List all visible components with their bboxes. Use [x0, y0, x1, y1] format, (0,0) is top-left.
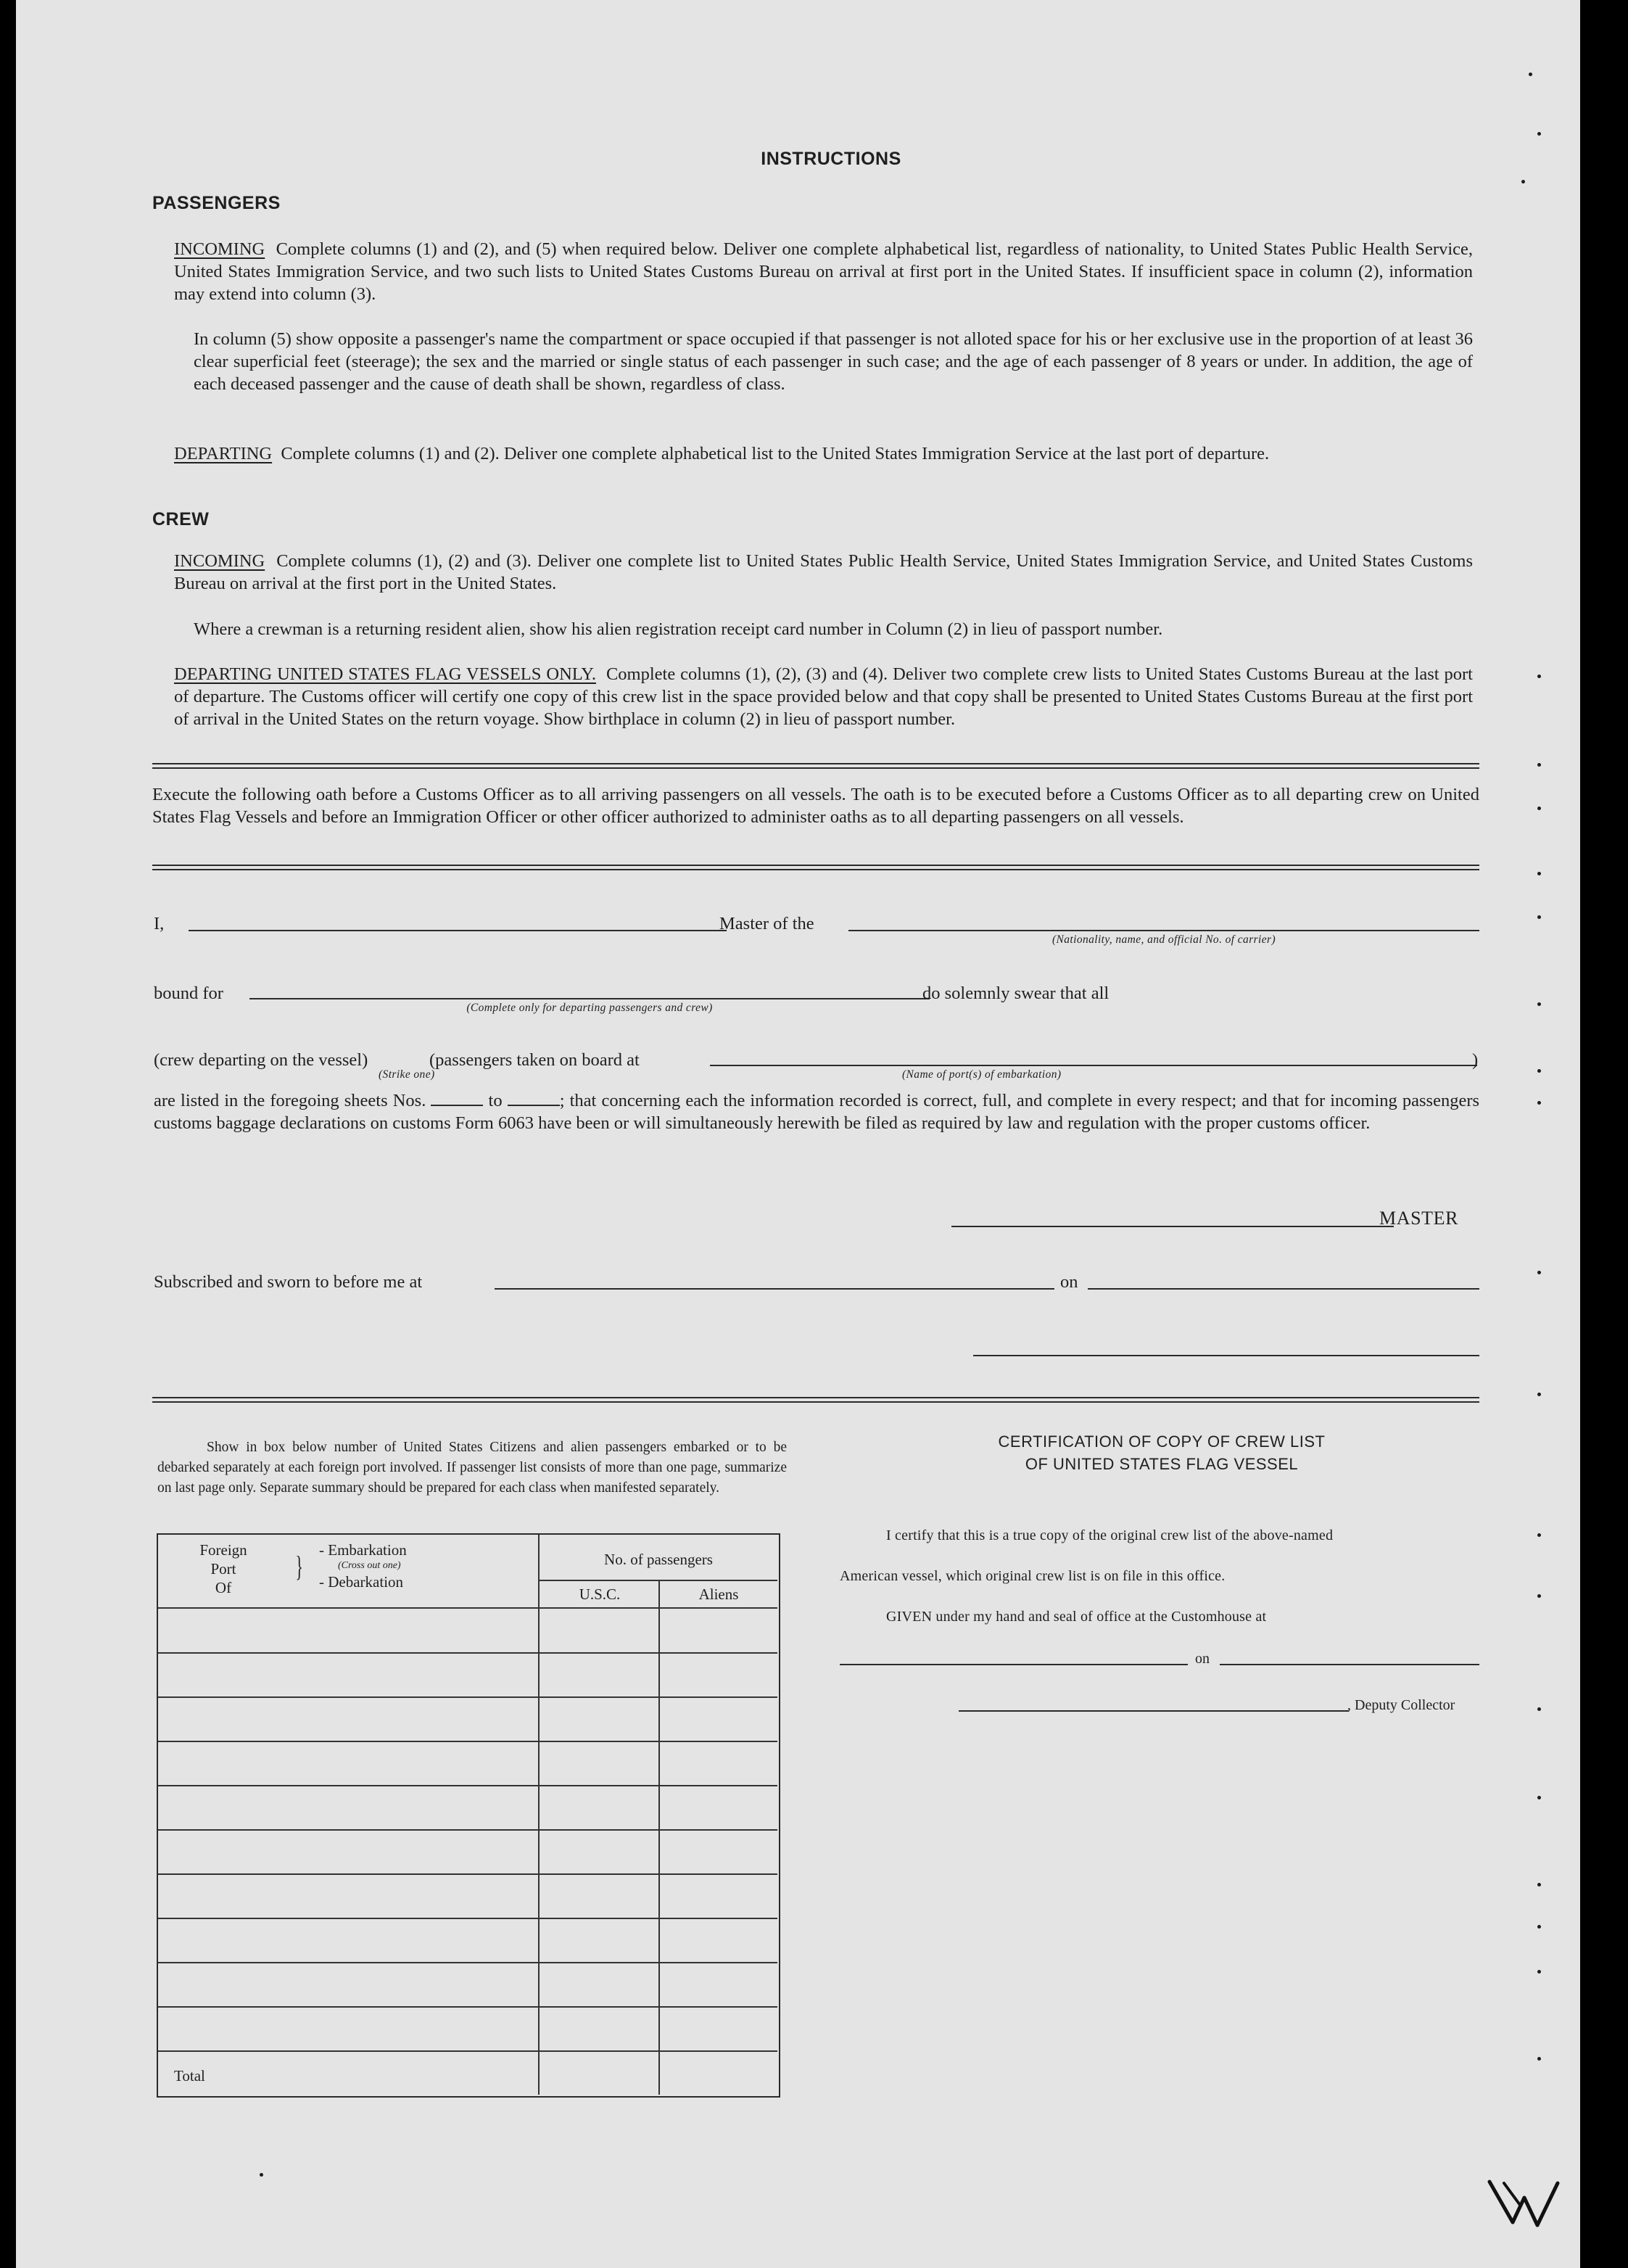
- table-row-line: [158, 1962, 777, 1963]
- crew-departing-paragraph: [174, 663, 1473, 730]
- scan-speck: [1521, 180, 1525, 183]
- column5-note: In column (5) show opposite a passenger's name the compartment or space occupied if that passenger is not alloted space for his or her exclusive use in the proportion of at least 36 clear superficial feet (steerage); the sex and the married or single status of each passenger in such case; and the age of each passenger of 8 years or under. In addition, the age of each deceased passenger and the cause of death shall be shown, regardless of class.: [194, 329, 1473, 394]
- table-row-line: [158, 1696, 777, 1698]
- certify-line2: American vessel, which original crew list is on file in this office.: [840, 1568, 1226, 1584]
- table-row-line: [158, 1785, 777, 1786]
- close-paren: ): [1472, 1050, 1479, 1070]
- passengers-incoming-text: Complete columns (1) and (2), and (5) when required below. Deliver one complete alphabetical list, regardless of nationality, to United States Public Health Service, United States Immigration Service, and two such lists to United States Customs Bureau on arrival at first port in the United States. If insufficient space in column (2), information may extend into column (3).: [174, 239, 1474, 304]
- certify-line1: I certify that this is a true copy of the original crew list of the above-named: [886, 1527, 1334, 1543]
- strike-one-hint: (Strike one): [379, 1068, 435, 1081]
- scan-speck: [1537, 1594, 1541, 1598]
- sworn-date-field[interactable]: [1088, 1288, 1479, 1290]
- scan-speck: [1537, 1796, 1541, 1799]
- passengers-incoming-label: INCOMING: [174, 239, 265, 259]
- subscribed-label: Subscribed and sworn to before me at: [154, 1272, 423, 1292]
- summary-instructions: Show in box below number of United States Citizens and alien passengers embarked or to be debarked separately at each foreign port involved. If passenger list consists of more than one page, summarize on last page only. Separate summary should be prepared for each class when manifested separately.: [157, 1440, 787, 1496]
- form-page: [16, 0, 1580, 2268]
- deputy-collector-signature-field[interactable]: [959, 1710, 1349, 1712]
- crew-incoming-text: Complete columns (1), (2) and (3). Deliver one complete list to United States Public Health Service, United States Immigration Service, and United States Customs Bureau on arrival at the first port in the United States.: [174, 551, 1473, 593]
- passengers-taken-option: (passengers taken on board at: [429, 1050, 640, 1070]
- given-line: GIVEN under my hand and seal of office at the Customhouse at: [886, 1609, 1267, 1625]
- resident-alien-note: Where a crewman is a returning resident alien, show his alien registration receipt card number in Column (2) in lieu of passport number.: [194, 619, 1163, 639]
- master-name-field[interactable]: [189, 930, 727, 931]
- listed-text: ; that concerning each the information recorded is correct, full, and complete in every respect; and that for incoming passengers customs baggage declarations on customs Form 6063 have been or will simultaneously herewith be filed as required by law and regulation with the proper customs officer.: [154, 1091, 1480, 1133]
- table-row-line: [158, 2050, 777, 2052]
- sworn-place-field[interactable]: [495, 1288, 1054, 1290]
- port-word: Port: [210, 1560, 236, 1578]
- crew-departing-label: DEPARTING UNITED STATES FLAG VESSELS ONLY.: [174, 664, 596, 684]
- header-divider: [538, 1580, 777, 1581]
- scan-speck: [1529, 73, 1532, 76]
- double-rule: [152, 1397, 1479, 1398]
- customhouse-field[interactable]: [840, 1664, 1188, 1665]
- certification-title-line1: CERTIFICATION OF COPY OF CREW LIST: [998, 1432, 1326, 1451]
- passengers-departing-text: Complete columns (1) and (2). Deliver one complete alphabetical list to the United States Immigration Service at the last port of departure.: [281, 444, 1270, 463]
- master-of-the-label: Master of the: [719, 914, 814, 933]
- table-row-line: [158, 1741, 777, 1742]
- debarkation-label: - Debarkation: [319, 1573, 404, 1591]
- ports-hint: (Name of port(s) of embarkation): [902, 1068, 1062, 1081]
- scan-speck: [1537, 1002, 1541, 1006]
- embarkation-label: - Embarkation: [319, 1541, 407, 1559]
- passengers-incoming-paragraph: [174, 238, 1473, 305]
- of-word: Of: [215, 1579, 232, 1596]
- scan-speck: [1537, 1707, 1541, 1711]
- oath-i-label: I,: [154, 914, 165, 933]
- table-row-line: [158, 2006, 777, 2008]
- scan-speck: [1537, 132, 1541, 136]
- instructions-title: INSTRUCTIONS: [761, 149, 901, 169]
- passengers-departing-paragraph: [174, 442, 1473, 465]
- scan-speck: [1537, 2057, 1541, 2061]
- master-signature-label: MASTER: [1379, 1208, 1459, 1229]
- scan-speck: [1537, 1970, 1541, 1974]
- master-signature-field[interactable]: [951, 1226, 1394, 1227]
- officer-signature-field[interactable]: [973, 1355, 1479, 1356]
- passenger-summary-table: [157, 1533, 780, 2098]
- foreign-port-of-header: [158, 1541, 289, 1597]
- passengers-heading: PASSENGERS: [152, 193, 281, 213]
- crew-heading: CREW: [152, 509, 210, 529]
- foreign-word: Foreign: [199, 1541, 247, 1559]
- crew-departing-option: (crew departing on the vessel): [154, 1050, 368, 1070]
- certification-title-line2: OF UNITED STATES FLAG VESSEL: [1025, 1455, 1299, 1473]
- bound-for-hint: (Complete only for departing passengers and crew): [466, 1002, 713, 1014]
- passengers-departing-label: DEPARTING: [174, 444, 273, 463]
- scan-speck: [1537, 763, 1541, 767]
- crew-departing-text: Complete columns (1), (2), (3) and (4). Deliver two complete crew lists to United States Customs Bureau at the last port of departure. The Customs officer will certify one copy of this crew list in the space provided below and that copy shall be presented to United States Customs Bureau at the first port of arrival in the United States on the return voyage. Show birthplace in column (2) in lieu of passport number.: [174, 664, 1473, 729]
- aliens-header: Aliens: [698, 1585, 739, 1603]
- scan-speck: [1537, 1883, 1541, 1886]
- embarkation-ports-field[interactable]: [710, 1065, 1477, 1066]
- carrier-hint: (Nationality, name, and official No. of carrier): [1051, 933, 1276, 946]
- listed-paragraph: [154, 1089, 1479, 1134]
- double-rule: [152, 1401, 1479, 1403]
- scan-speck: [1537, 1271, 1541, 1274]
- to-word: to: [488, 1091, 503, 1110]
- bound-for-field[interactable]: [249, 998, 930, 999]
- scan-speck: [1537, 807, 1541, 810]
- deputy-collector-label: , Deputy Collector: [1347, 1697, 1455, 1713]
- double-rule: [152, 763, 1479, 764]
- scan-speck: [1537, 915, 1541, 919]
- usc-header: U.S.C.: [579, 1585, 621, 1603]
- double-rule: [152, 869, 1479, 870]
- no-of-passengers-header: No. of passengers: [604, 1551, 713, 1568]
- scan-speck: [1537, 1393, 1541, 1396]
- double-rule: [152, 767, 1479, 769]
- table-row-line: [158, 1873, 777, 1875]
- table-row-line: [158, 1652, 777, 1654]
- crew-incoming-label: INCOMING: [174, 551, 265, 571]
- certification-on-label: on: [1195, 1651, 1210, 1667]
- scan-speck: [1537, 872, 1541, 875]
- scan-speck: [1537, 675, 1541, 678]
- bound-for-label: bound for: [154, 984, 223, 1003]
- double-rule: [152, 865, 1479, 866]
- table-row-line: [158, 1918, 777, 1919]
- table-row-line: [158, 1607, 777, 1609]
- oath-instructions: Execute the following oath before a Customs Officer as to all arriving passengers on all vessels. The oath is to be executed before a Customs Officer as to all departing crew on United States Flag Vessels and before an Immigration Officer or other officer authorized to administer oaths as to all departing passengers on all vessels.: [152, 785, 1479, 827]
- carrier-field[interactable]: [848, 930, 1479, 931]
- table-row-line: [158, 1829, 777, 1831]
- listed-prefix: are listed in the foregoing sheets Nos.: [154, 1091, 426, 1110]
- sheet-to-field[interactable]: [508, 1092, 560, 1106]
- brace-icon: }: [295, 1550, 303, 1583]
- swear-text: do solemnly swear that all: [922, 984, 1110, 1003]
- scan-speck: [260, 2173, 263, 2177]
- total-label: Total: [174, 2067, 205, 2085]
- scan-speck: [1537, 1069, 1541, 1073]
- certification-title: [843, 1430, 1481, 1475]
- certification-date-field[interactable]: [1220, 1664, 1479, 1665]
- cross-out-hint: (Cross out one): [338, 1560, 401, 1571]
- column-divider: [538, 1535, 540, 2095]
- column-divider: [658, 1580, 660, 2095]
- scan-speck: [1537, 1925, 1541, 1929]
- scan-speck: [1537, 1101, 1541, 1105]
- sworn-on-label: on: [1060, 1272, 1078, 1292]
- sheet-from-field[interactable]: [431, 1092, 483, 1106]
- scan-speck: [1537, 1533, 1541, 1537]
- corner-mark-icon: [1482, 2169, 1569, 2234]
- crew-incoming-paragraph: [174, 550, 1473, 595]
